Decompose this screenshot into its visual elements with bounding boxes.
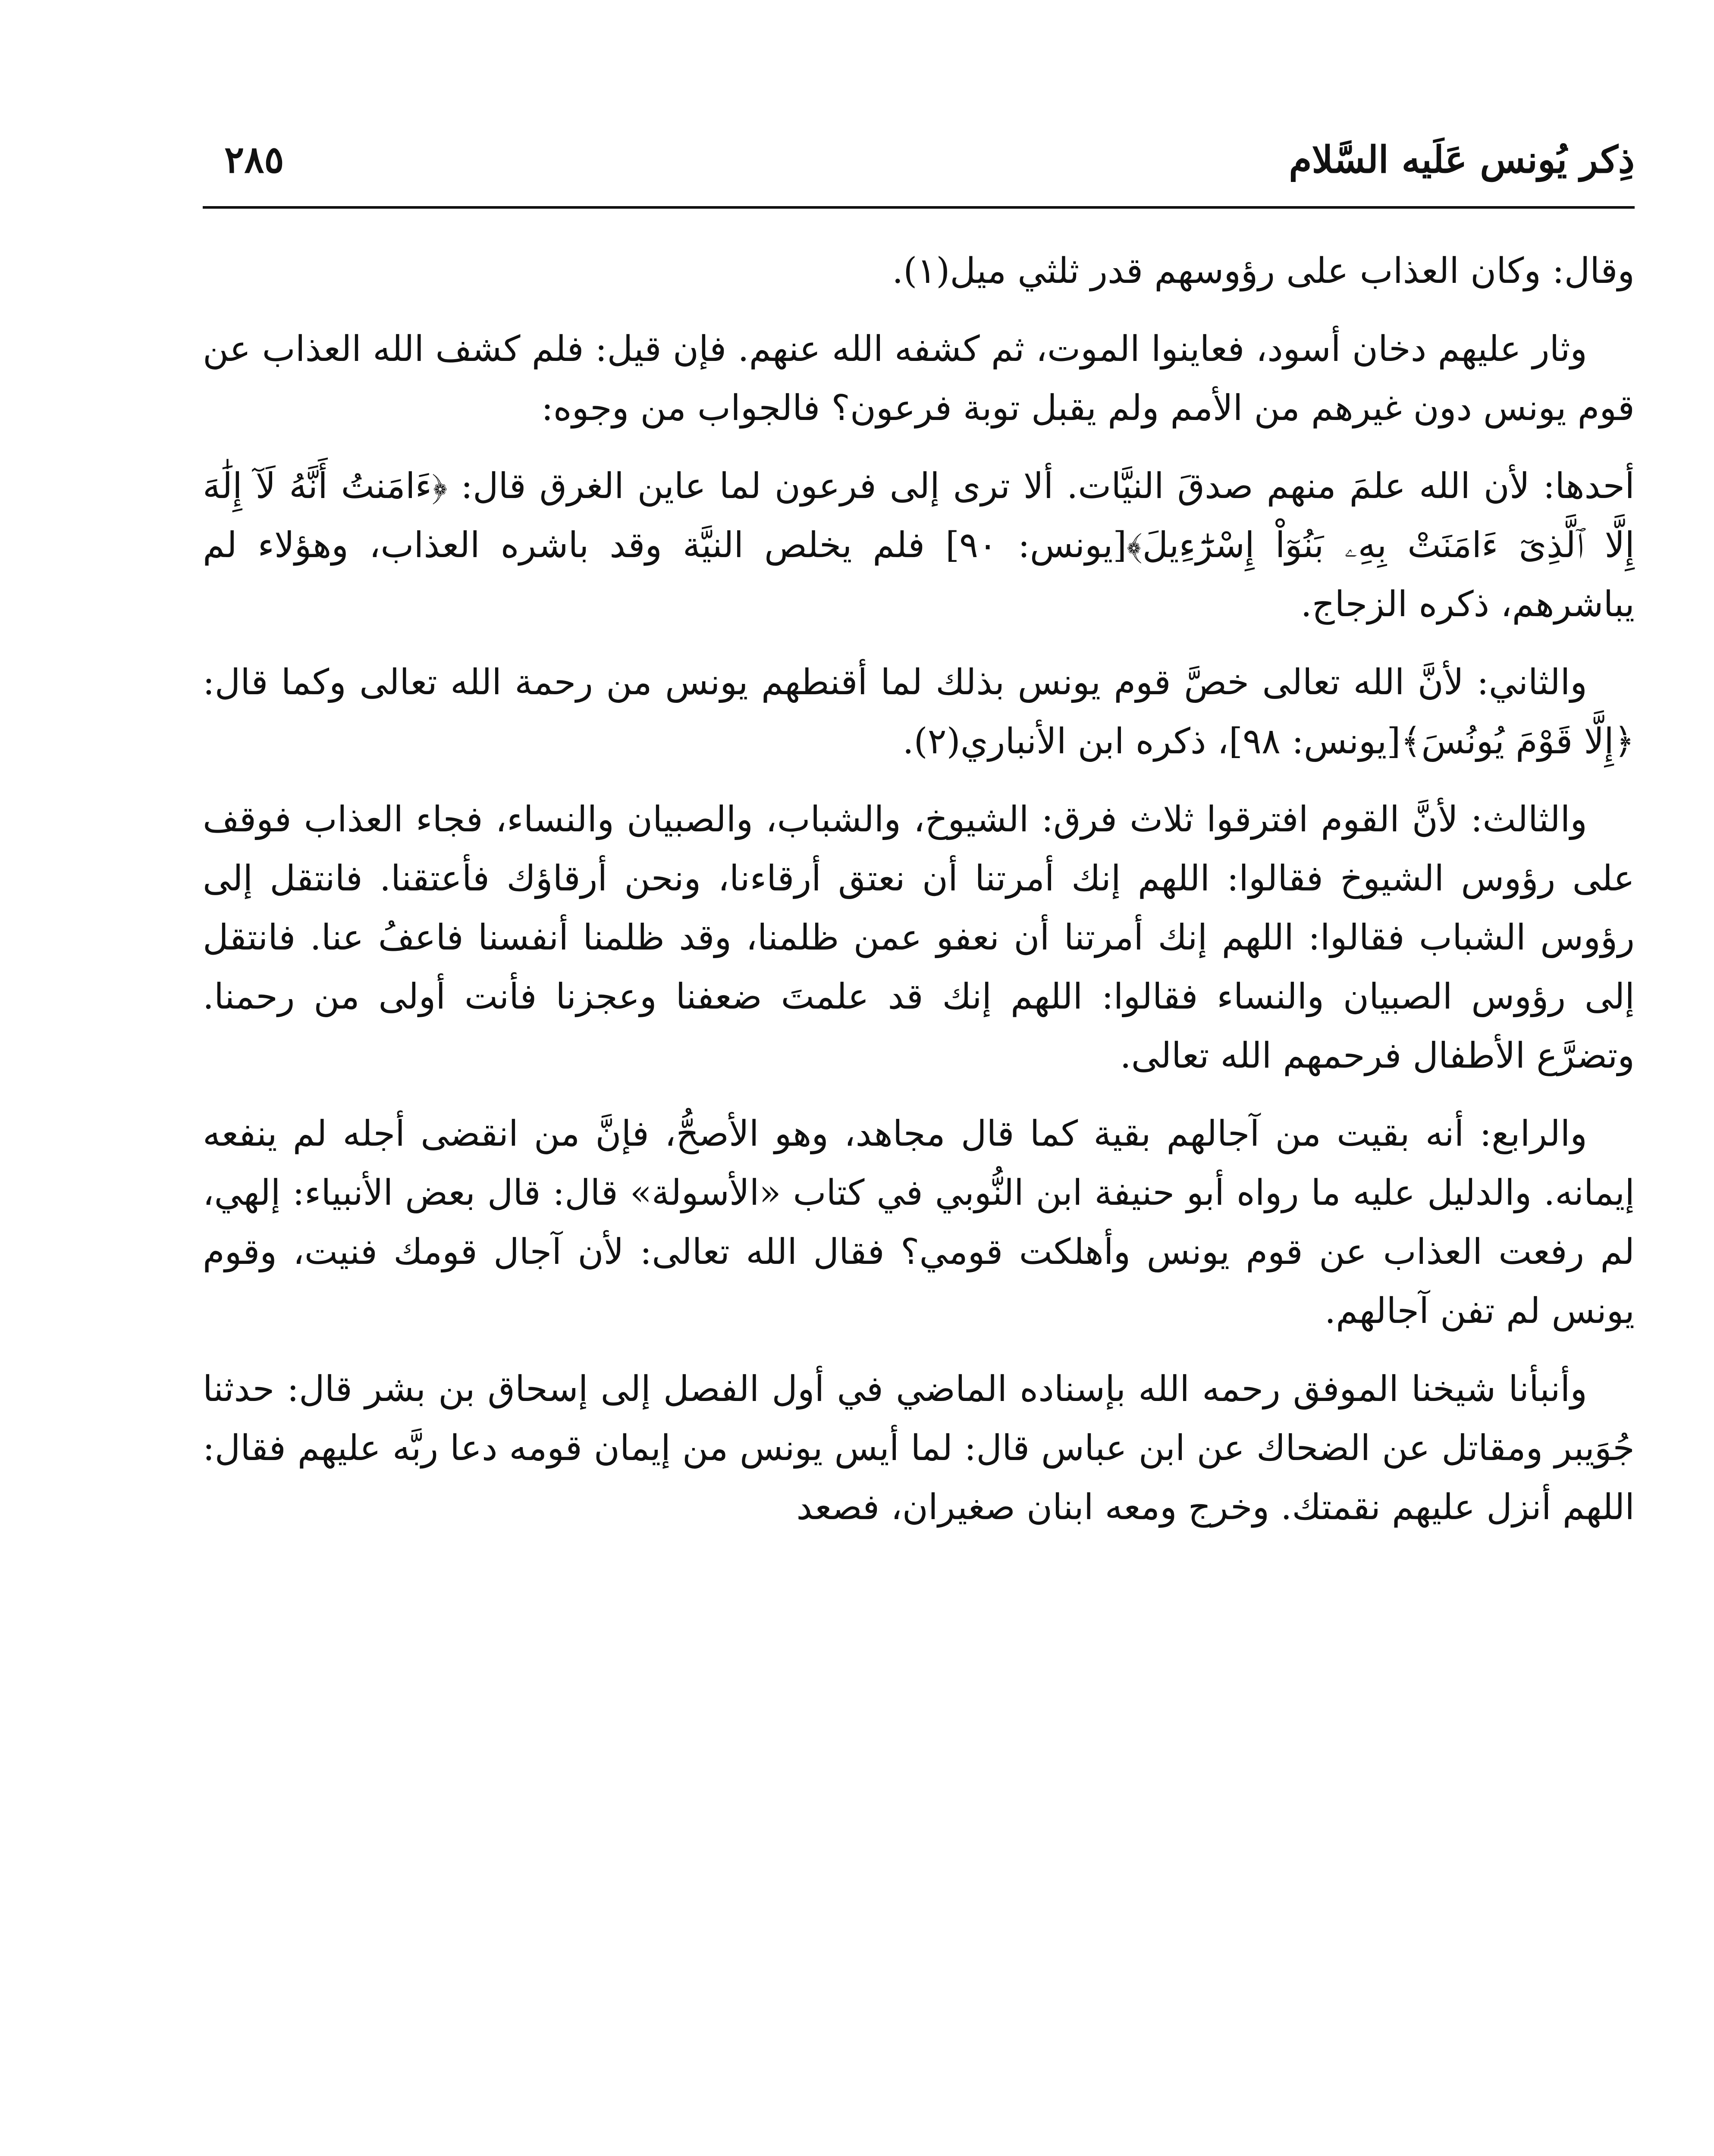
header-rule [203,206,1635,209]
paragraph-4: والثاني: لأنَّ الله تعالى خصَّ قوم يونس بذلك لما أقنطهم يونس من رحمة الله تعالى وكما قال: ﴿إِلَّا قَوْمَ يُونُسَ﴾[يونس: ٩٨]، ذكره ابن الأنباري(٢). [203,662,1635,762]
paragraph-3: أحدها: لأن الله علمَ منهم صدقَ النيَّات. ألا ترى إلى فرعون لما عاين الغرق قال: ﴿ءَامَنتُ أَنَّهُ لَآ إِلَٰهَ إِلَّا ٱلَّذِىٓ ءَامَنَتْ بِهِۦ بَنُوٓاْ إِسْرَٰٓءِيلَ﴾[يونس: ٩٠] فلم يخلص النيَّة وقد باشره العذاب، وهؤلاء لم يباشرهم، ذكره الزجاج. [203,466,1635,625]
body-text [203,241,1635,1556]
page-number: ٢٨٥ [224,138,284,182]
paragraph-7: وأنبأنا شيخنا الموفق رحمه الله بإسناده الماضي في أول الفصل إلى إسحاق بن بشر قال: حدثنا جُوَيبر ومقاتل عن الضحاك عن ابن عباس قال: لما أيس يونس من إيمان قومه دعا ربَّه عليهم فقال: اللهم أنزل عليهم نقمتك. وخرج ومعه ابنان صغيران، فصعد [203,1369,1635,1528]
paragraph-6: والرابع: أنه بقيت من آجالهم بقية كما قال مجاهد، وهو الأصحُّ، فإنَّ من انقضى أجله لم ينفعه إيمانه. والدليل عليه ما رواه أبو حنيفة ابن النُّوبي في كتاب «الأسولة» قال: قال بعض الأنبياء: إلهي، لم رفعت العذاب عن قوم يونس وأهلكت قومي؟ فقال الله تعالى: لأن آجال قومك فنيت، وقوم يونس لم تفن آجالهم. [203,1113,1635,1332]
paragraph-2: وثار عليهم دخان أسود، فعاينوا الموت، ثم كشفه الله عنهم. فإن قيل: فلم كشف الله العذاب عن قوم يونس دون غيرهم من الأمم ولم يقبل توبة فرعون؟ فالجواب من وجوه: [203,329,1635,429]
page-header [203,129,1635,194]
paragraph-5: والثالث: لأنَّ القوم افترقوا ثلاث فرق: الشيوخ، والشباب، والصبيان والنساء، فجاء العذاب فوقف على رؤوس الشيوخ فقالوا: اللهم إنك أمرتنا أن نعتق أرقاءنا، ونحن أرقاؤك فأعتقنا. فانتقل إلى رؤوس الشباب فقالوا: اللهم إنك أمرتنا أن نعفو عمن ظلمنا، وقد ظلمنا أنفسنا فاعفُ عنا. فانتقل إلى رؤوس الصبيان والنساء فقالوا: اللهم إنك قد علمتَ ضعفنا وعجزنا فأنت أولى من رحمنا. وتضرَّع الأطفال فرحمهم الله تعالى. [203,799,1635,1076]
running-title: ذِكر يُونس عَلَيه السَّلام [1289,138,1635,182]
paragraph-1: وقال: وكان العذاب على رؤوسهم قدر ثلثي ميل(١). [892,251,1635,291]
